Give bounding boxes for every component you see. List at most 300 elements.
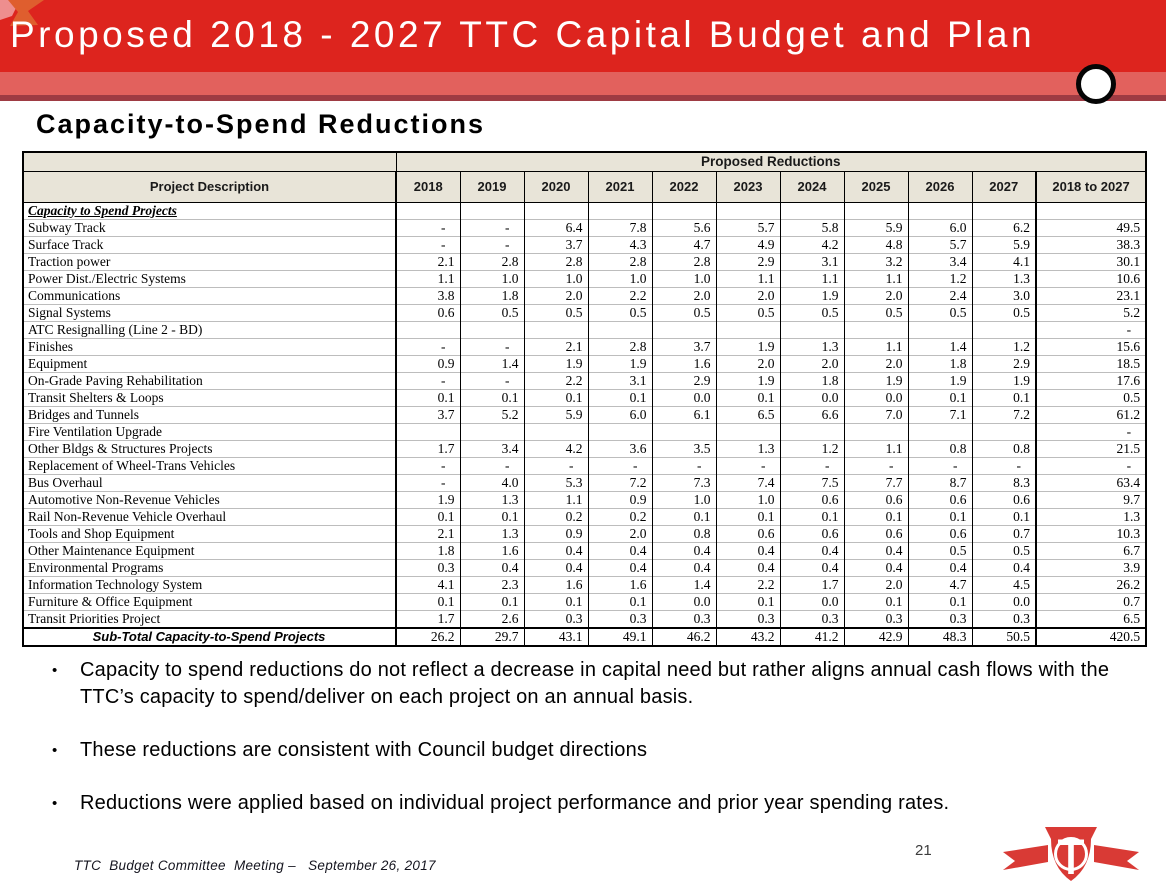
cell-value: 6.1 xyxy=(652,406,716,423)
cell-value: 0.4 xyxy=(844,559,908,576)
cell-value: 2.0 xyxy=(716,287,780,304)
row-label: On-Grade Paving Rehabilitation xyxy=(23,372,396,389)
cell-total-value: 0.5 xyxy=(1036,389,1146,406)
table-row xyxy=(23,576,1146,593)
cell-total-value: 10.3 xyxy=(1036,525,1146,542)
cell-value: 5.8 xyxy=(780,219,844,236)
cell-value: 2.0 xyxy=(716,355,780,372)
cell-value: 0.9 xyxy=(524,525,588,542)
cell-value: 8.3 xyxy=(972,474,1036,491)
row-label: Transit Priorities Project xyxy=(23,610,396,628)
table-row xyxy=(23,474,1146,491)
cell-value: 1.2 xyxy=(972,338,1036,355)
year-header: 2027 xyxy=(972,171,1036,202)
cell-value: 4.1 xyxy=(396,576,460,593)
bullet-list xyxy=(52,657,1120,843)
cell-total-value: 18.5 xyxy=(1036,355,1146,372)
cell-value: 0.3 xyxy=(716,610,780,628)
cell-value xyxy=(972,423,1036,440)
subtotal-label: Sub-Total Capacity-to-Spend Projects xyxy=(23,628,396,646)
cell-value: - xyxy=(460,338,524,355)
table-row xyxy=(23,287,1146,304)
bullet-text: Capacity to spend reductions do not reflect a decrease in capital need but rather aligns annual cash flows with the TTC’s capacity to spend/deliver on each project on an annual basis. xyxy=(80,659,1110,708)
cell-value: 0.1 xyxy=(844,508,908,525)
cell-value: 0.2 xyxy=(588,508,652,525)
row-label: Bus Overhaul xyxy=(23,474,396,491)
table-row xyxy=(23,270,1146,287)
cell-value: 0.1 xyxy=(396,593,460,610)
cell-value: 5.9 xyxy=(844,219,908,236)
cell-total-value: 26.2 xyxy=(1036,576,1146,593)
cell-value: 2.8 xyxy=(652,253,716,270)
table-row xyxy=(23,338,1146,355)
cell-value: 5.9 xyxy=(524,406,588,423)
cell-value xyxy=(908,202,972,219)
cell-total-value: - xyxy=(1036,423,1146,440)
cell-value: 2.8 xyxy=(524,253,588,270)
table-row xyxy=(23,253,1146,270)
cell-value: 0.0 xyxy=(844,389,908,406)
cell-value: 5.3 xyxy=(524,474,588,491)
row-label: ATC Resignalling (Line 2 - BD) xyxy=(23,321,396,338)
cell-value xyxy=(972,321,1036,338)
cell-value: 7.3 xyxy=(652,474,716,491)
banner-rule xyxy=(0,95,1166,101)
cell-value: - xyxy=(460,372,524,389)
cell-value: 4.7 xyxy=(652,236,716,253)
cell-value: 1.1 xyxy=(780,270,844,287)
cell-value: 1.9 xyxy=(780,287,844,304)
cell-value: - xyxy=(524,457,588,474)
cell-total-value xyxy=(1036,202,1146,219)
cell-value xyxy=(844,202,908,219)
row-label: Transit Shelters & Loops xyxy=(23,389,396,406)
cell-value: 43.2 xyxy=(716,628,780,646)
cell-value: 1.1 xyxy=(844,440,908,457)
cell-value: 4.7 xyxy=(908,576,972,593)
cell-value: 0.1 xyxy=(908,508,972,525)
year-header: 2018 xyxy=(396,171,460,202)
cell-value: 0.3 xyxy=(588,610,652,628)
cell-value: 1.9 xyxy=(716,338,780,355)
cell-value: 2.1 xyxy=(396,525,460,542)
cell-value: 1.9 xyxy=(588,355,652,372)
slide-title: Proposed 2018 - 2027 TTC Capital Budget and Plan xyxy=(10,14,1036,55)
row-label: Communications xyxy=(23,287,396,304)
cell-value xyxy=(588,321,652,338)
cell-value xyxy=(524,321,588,338)
subtotal-row xyxy=(23,628,1146,646)
cell-value: 1.1 xyxy=(844,338,908,355)
cell-value: 1.6 xyxy=(524,576,588,593)
cell-value: 0.5 xyxy=(524,304,588,321)
cell-value: 3.8 xyxy=(396,287,460,304)
section-row xyxy=(23,202,1146,219)
band-empty-cell xyxy=(23,152,396,171)
cell-value: 2.9 xyxy=(652,372,716,389)
cell-total-value: 49.5 xyxy=(1036,219,1146,236)
row-label: Finishes xyxy=(23,338,396,355)
row-label: Subway Track xyxy=(23,219,396,236)
cell-value xyxy=(524,423,588,440)
cell-value: 0.4 xyxy=(844,542,908,559)
cell-value: 3.0 xyxy=(972,287,1036,304)
cell-value: 4.2 xyxy=(524,440,588,457)
cell-value: 48.3 xyxy=(908,628,972,646)
cell-value: 1.1 xyxy=(524,491,588,508)
cell-value: 1.6 xyxy=(460,542,524,559)
table-row xyxy=(23,525,1146,542)
year-header: 2024 xyxy=(780,171,844,202)
cell-value xyxy=(716,321,780,338)
cell-value: 4.8 xyxy=(844,236,908,253)
cell-value: 26.2 xyxy=(396,628,460,646)
cell-value xyxy=(652,423,716,440)
cell-value: 0.8 xyxy=(972,440,1036,457)
cell-value: - xyxy=(396,372,460,389)
cell-total-value: 6.7 xyxy=(1036,542,1146,559)
cell-value: 1.7 xyxy=(396,440,460,457)
cell-value: 3.4 xyxy=(460,440,524,457)
cell-value: 0.9 xyxy=(588,491,652,508)
cell-value: 2.2 xyxy=(588,287,652,304)
cell-value: 3.1 xyxy=(588,372,652,389)
cell-value: 0.4 xyxy=(652,542,716,559)
page-number: 21 xyxy=(915,842,932,859)
cell-value: 29.7 xyxy=(460,628,524,646)
cell-total-value: 61.2 xyxy=(1036,406,1146,423)
cell-value: 0.6 xyxy=(972,491,1036,508)
cell-value: - xyxy=(460,219,524,236)
cell-value: 1.8 xyxy=(780,372,844,389)
row-label: Traction power xyxy=(23,253,396,270)
cell-value: - xyxy=(652,457,716,474)
table-row xyxy=(23,389,1146,406)
cell-value: 0.1 xyxy=(908,593,972,610)
cell-total-value: 5.2 xyxy=(1036,304,1146,321)
cell-value: 1.8 xyxy=(460,287,524,304)
cell-value: 7.1 xyxy=(908,406,972,423)
year-header: 2025 xyxy=(844,171,908,202)
cell-value: 2.0 xyxy=(844,287,908,304)
cell-value: 0.2 xyxy=(524,508,588,525)
cell-value: 50.5 xyxy=(972,628,1036,646)
year-header: 2026 xyxy=(908,171,972,202)
cell-value: 5.7 xyxy=(716,219,780,236)
ttc-logo-icon xyxy=(1000,823,1142,885)
cell-value: 1.3 xyxy=(716,440,780,457)
cell-value: 0.0 xyxy=(652,389,716,406)
cell-value: 0.7 xyxy=(972,525,1036,542)
bullet-text: These reductions are consistent with Council budget directions xyxy=(80,739,648,761)
cell-value: 0.0 xyxy=(972,593,1036,610)
cell-value: 0.6 xyxy=(908,525,972,542)
cell-value: 0.5 xyxy=(780,304,844,321)
cell-value: 49.1 xyxy=(588,628,652,646)
table-row xyxy=(23,355,1146,372)
cell-value: 1.0 xyxy=(588,270,652,287)
table-row xyxy=(23,491,1146,508)
cell-value: 4.3 xyxy=(588,236,652,253)
cell-value: - xyxy=(780,457,844,474)
cell-value: 2.4 xyxy=(908,287,972,304)
row-label: Fire Ventilation Upgrade xyxy=(23,423,396,440)
cell-value: - xyxy=(460,457,524,474)
cell-value: 3.1 xyxy=(780,253,844,270)
table-row xyxy=(23,321,1146,338)
cell-value: 0.1 xyxy=(716,508,780,525)
cell-value: 2.9 xyxy=(716,253,780,270)
table-row xyxy=(23,508,1146,525)
cell-value: 5.9 xyxy=(972,236,1036,253)
year-header: 2021 xyxy=(588,171,652,202)
cell-value: 3.7 xyxy=(396,406,460,423)
cell-total-value: 420.5 xyxy=(1036,628,1146,646)
cell-value xyxy=(844,423,908,440)
cell-value: 0.1 xyxy=(972,389,1036,406)
cell-value: 0.4 xyxy=(716,542,780,559)
cell-total-value: - xyxy=(1036,321,1146,338)
cell-value: 2.0 xyxy=(780,355,844,372)
cell-value: 0.1 xyxy=(716,389,780,406)
year-header: 2020 xyxy=(524,171,588,202)
table-row xyxy=(23,406,1146,423)
cell-value: 3.7 xyxy=(524,236,588,253)
cell-value: 1.0 xyxy=(652,491,716,508)
cell-total-value: 10.6 xyxy=(1036,270,1146,287)
cell-value: 1.2 xyxy=(908,270,972,287)
cell-value xyxy=(524,202,588,219)
cell-value: 1.9 xyxy=(716,372,780,389)
cell-value: 3.4 xyxy=(908,253,972,270)
cell-value: 1.9 xyxy=(908,372,972,389)
bullet-item xyxy=(52,657,1120,711)
bullet-icon: • xyxy=(52,795,58,812)
cell-value: 0.4 xyxy=(780,559,844,576)
cell-value: 1.3 xyxy=(460,491,524,508)
column-header-row xyxy=(23,171,1146,202)
cell-value: 0.4 xyxy=(716,559,780,576)
cell-value: 0.6 xyxy=(780,525,844,542)
cell-value: - xyxy=(972,457,1036,474)
year-header: 2022 xyxy=(652,171,716,202)
cell-value: 6.2 xyxy=(972,219,1036,236)
bullet-text: Reductions were applied based on individual project performance and prior year spending rates. xyxy=(80,792,950,814)
cell-value: - xyxy=(908,457,972,474)
cell-value: - xyxy=(396,338,460,355)
cell-value xyxy=(460,202,524,219)
cell-value xyxy=(652,202,716,219)
cell-value: 0.9 xyxy=(396,355,460,372)
cell-value xyxy=(780,321,844,338)
table-row xyxy=(23,559,1146,576)
cell-value xyxy=(460,321,524,338)
cell-value: 2.0 xyxy=(844,355,908,372)
cell-value: 0.6 xyxy=(908,491,972,508)
title-banner xyxy=(0,0,1166,72)
cell-value: 0.1 xyxy=(524,389,588,406)
cell-total-value: 1.3 xyxy=(1036,508,1146,525)
cell-value: 0.0 xyxy=(652,593,716,610)
bullet-icon: • xyxy=(52,742,58,759)
cell-value xyxy=(716,423,780,440)
cell-value: 4.1 xyxy=(972,253,1036,270)
cell-value: 0.4 xyxy=(524,559,588,576)
table-row xyxy=(23,236,1146,253)
cell-value: 0.5 xyxy=(844,304,908,321)
cell-value: 6.0 xyxy=(908,219,972,236)
cell-value: 1.6 xyxy=(652,355,716,372)
cell-total-value: 38.3 xyxy=(1036,236,1146,253)
cell-value: 1.0 xyxy=(460,270,524,287)
cell-value: 0.1 xyxy=(588,389,652,406)
cell-value: 0.1 xyxy=(588,593,652,610)
row-label: Tools and Shop Equipment xyxy=(23,525,396,542)
cell-value: 0.4 xyxy=(588,559,652,576)
bullet-icon: • xyxy=(52,662,58,679)
cell-total-value: 21.5 xyxy=(1036,440,1146,457)
cell-value: 0.3 xyxy=(972,610,1036,628)
cell-value xyxy=(780,423,844,440)
row-label: Bridges and Tunnels xyxy=(23,406,396,423)
table-row xyxy=(23,423,1146,440)
cell-value: 0.6 xyxy=(780,491,844,508)
cell-value: 1.2 xyxy=(780,440,844,457)
cell-value: 2.3 xyxy=(460,576,524,593)
cell-value: - xyxy=(844,457,908,474)
cell-value: 0.1 xyxy=(460,389,524,406)
cell-value: 4.0 xyxy=(460,474,524,491)
cell-value: 1.7 xyxy=(396,610,460,628)
row-label: Power Dist./Electric Systems xyxy=(23,270,396,287)
cell-value: 2.1 xyxy=(396,253,460,270)
cell-value: 4.2 xyxy=(780,236,844,253)
cell-value: 0.1 xyxy=(396,389,460,406)
cell-value: 43.1 xyxy=(524,628,588,646)
cell-total-value: 15.6 xyxy=(1036,338,1146,355)
cell-value: 7.0 xyxy=(844,406,908,423)
table-body xyxy=(23,202,1146,646)
cell-value xyxy=(396,321,460,338)
cell-value: 0.4 xyxy=(524,542,588,559)
cell-total-value: 6.5 xyxy=(1036,610,1146,628)
cell-value: 3.7 xyxy=(652,338,716,355)
cell-value: 0.1 xyxy=(716,593,780,610)
cell-total-value: 30.1 xyxy=(1036,253,1146,270)
cell-value: 1.4 xyxy=(460,355,524,372)
cell-value: 5.2 xyxy=(460,406,524,423)
row-label: Environmental Programs xyxy=(23,559,396,576)
cell-value: - xyxy=(396,474,460,491)
cell-value: 0.5 xyxy=(460,304,524,321)
cell-value: 0.0 xyxy=(780,593,844,610)
row-label: Other Bldgs & Structures Projects xyxy=(23,440,396,457)
cell-value: 5.6 xyxy=(652,219,716,236)
row-label: Furniture & Office Equipment xyxy=(23,593,396,610)
cell-value: 0.6 xyxy=(844,525,908,542)
cell-value: - xyxy=(396,219,460,236)
cell-value: 0.4 xyxy=(460,559,524,576)
cell-value: 7.5 xyxy=(780,474,844,491)
bullet-item xyxy=(52,790,1120,817)
cell-value: - xyxy=(716,457,780,474)
cell-value: 2.0 xyxy=(844,576,908,593)
cell-total-value: 3.9 xyxy=(1036,559,1146,576)
cell-value: 1.0 xyxy=(652,270,716,287)
cell-value: 6.4 xyxy=(524,219,588,236)
cell-value: 1.9 xyxy=(844,372,908,389)
cell-value xyxy=(716,202,780,219)
cell-total-value: 17.6 xyxy=(1036,372,1146,389)
cell-value: 0.1 xyxy=(460,508,524,525)
cell-value: 0.5 xyxy=(908,304,972,321)
cell-value: 2.8 xyxy=(588,338,652,355)
row-label: Surface Track xyxy=(23,236,396,253)
cell-value: 2.1 xyxy=(524,338,588,355)
row-label: Rail Non-Revenue Vehicle Overhaul xyxy=(23,508,396,525)
band-header: Proposed Reductions xyxy=(396,152,1146,171)
cell-total-value: 9.7 xyxy=(1036,491,1146,508)
cell-value: 6.6 xyxy=(780,406,844,423)
cell-value: 0.1 xyxy=(652,508,716,525)
cell-value: 0.3 xyxy=(396,559,460,576)
table-row xyxy=(23,372,1146,389)
row-label: Equipment xyxy=(23,355,396,372)
cell-value: 1.4 xyxy=(652,576,716,593)
cell-value: 2.0 xyxy=(524,287,588,304)
row-label: Other Maintenance Equipment xyxy=(23,542,396,559)
cell-value xyxy=(652,321,716,338)
cell-value: 41.2 xyxy=(780,628,844,646)
cell-value: 5.7 xyxy=(908,236,972,253)
footer-text: TTC Budget Committee Meeting – September 26, 2017 xyxy=(74,858,436,873)
cell-total-value: 23.1 xyxy=(1036,287,1146,304)
table-row xyxy=(23,440,1146,457)
cell-value: 7.4 xyxy=(716,474,780,491)
cell-value: 0.1 xyxy=(908,389,972,406)
section-heading: Capacity-to-Spend Reductions xyxy=(36,109,486,139)
table-row xyxy=(23,304,1146,321)
cell-value xyxy=(588,202,652,219)
cell-value: 1.7 xyxy=(780,576,844,593)
cell-value: 2.8 xyxy=(460,253,524,270)
cell-value: 1.9 xyxy=(396,491,460,508)
banner-strip xyxy=(0,72,1166,95)
cell-value: 3.5 xyxy=(652,440,716,457)
cell-value: 0.0 xyxy=(780,389,844,406)
cell-value: 2.2 xyxy=(524,372,588,389)
cell-value: 0.1 xyxy=(396,508,460,525)
circle-icon xyxy=(1076,64,1116,104)
cell-total-value: - xyxy=(1036,457,1146,474)
cell-value: 0.1 xyxy=(460,593,524,610)
row-label: Information Technology System xyxy=(23,576,396,593)
cell-value: 1.1 xyxy=(396,270,460,287)
cell-value: 0.4 xyxy=(972,559,1036,576)
cell-value: 1.0 xyxy=(524,270,588,287)
bullet-item xyxy=(52,737,1120,764)
cell-value: 1.9 xyxy=(972,372,1036,389)
project-description-header: Project Description xyxy=(23,171,396,202)
cell-value xyxy=(396,202,460,219)
cell-value: 7.8 xyxy=(588,219,652,236)
row-label: Automotive Non-Revenue Vehicles xyxy=(23,491,396,508)
cell-value: - xyxy=(460,236,524,253)
cell-value: 46.2 xyxy=(652,628,716,646)
cell-value: 0.4 xyxy=(588,542,652,559)
cell-value: 0.1 xyxy=(780,508,844,525)
cell-value: - xyxy=(396,457,460,474)
